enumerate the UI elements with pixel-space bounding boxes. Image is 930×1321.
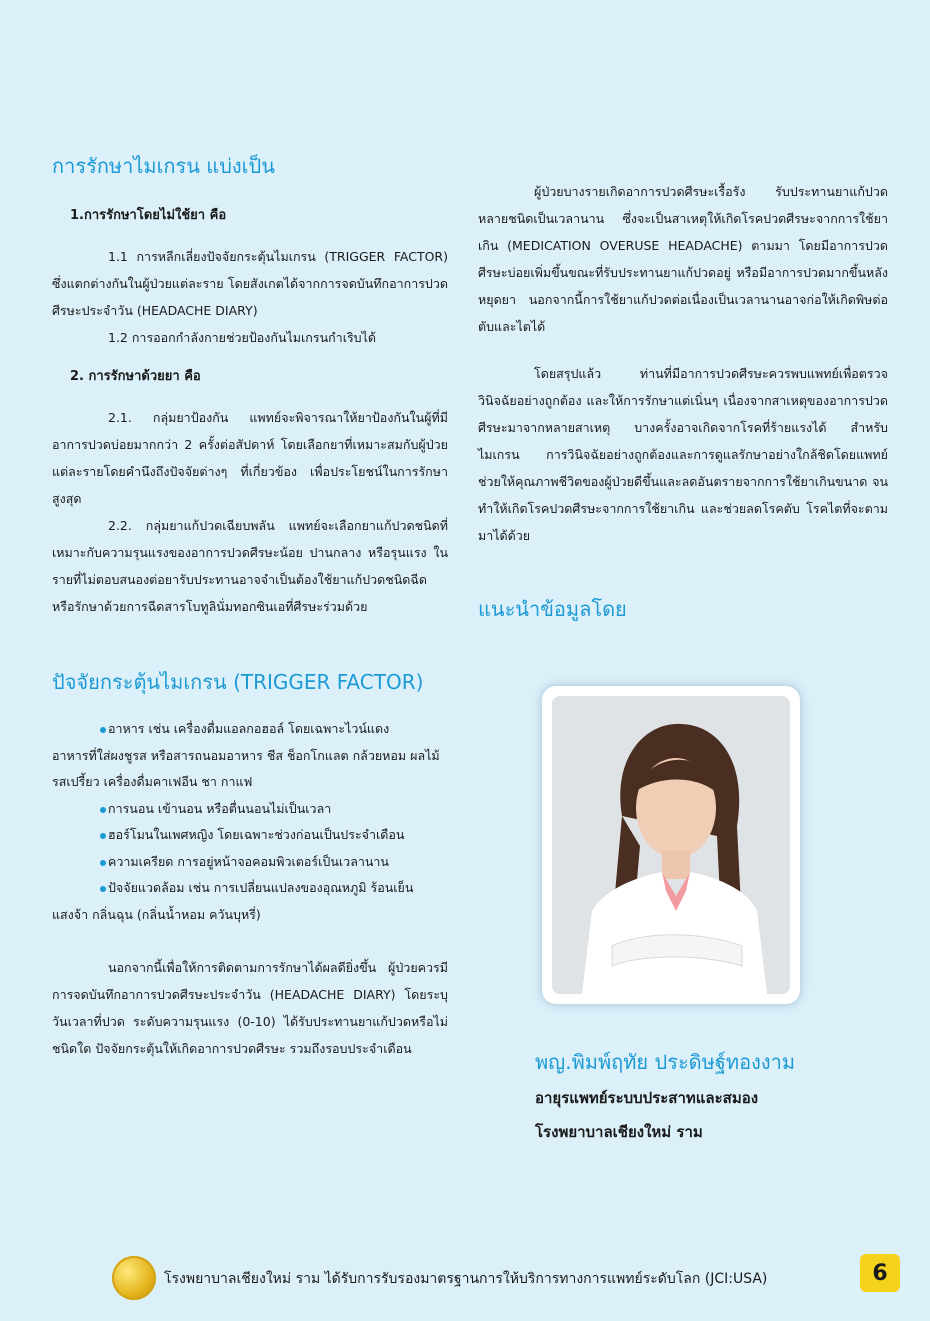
- non-drug-heading: 1.การรักษาโดยไม่ใช้ยา คือ: [70, 208, 227, 223]
- drug-item-1: 2.1. กลุ่มยาป้องกัน แพทย์จะพิจารณาให้ยาป้องกันในผู้ที่มีอาการปวดบ่อยมากกว่า 2 ครั้งต่อสัปดาห์ โดยเลือกยาที่เหมาะสมกับผู้ป่วยแต่ละรายโดยคำนึงถึงปัจจัยต่างๆ ที่เกี่ยวข้อง เพื่อประโยชน์ในการรักษาสูงสุด: [52, 410, 448, 506]
- doctor-photo-frame: [542, 686, 800, 1004]
- doctor-name: พญ.พิมพ์ฤทัย ประดิษฐ์ทองงาม: [535, 1050, 796, 1074]
- footer-text: โรงพยาบาลเชียงใหม่ ราม ได้รับการรับรองมาตรฐานการให้บริการทางการแพทย์ระดับโลก (JCI:USA): [164, 1271, 768, 1287]
- right-column: [478, 178, 888, 625]
- page-number: 6: [860, 1254, 900, 1292]
- footer: [112, 1254, 902, 1304]
- list-item: ฮอร์โมนในเพศหญิง โดยเฉพาะช่วงก่อนเป็นประจำเดือน: [52, 822, 448, 849]
- drug-item-2: 2.2. กลุ่มยาแก้ปวดเฉียบพลัน แพทย์จะเลือกยาแก้ปวดชนิดที่เหมาะกับความรุนแรงของอาการปวดศีรษะน้อย ปานกลาง หรือรุนแรง ในรายที่ไม่ตอบสนองต่อยารับประทานอาจจำเป็นต้องใช้ยาแก้ปวดชนิดฉีด หรือรักษาด้วยการฉีดสารโบทูลินั่มทอกซินเอที่ศีรษะร่วมด้วย: [52, 518, 448, 614]
- list-item-continuation: แสงจ้า กลิ่นฉุน (กลิ่นน้ำหอม ควันบุหรี่): [52, 906, 261, 922]
- trigger-title: ปัจจัยกระตุ้นไมเกรน (TRIGGER FACTOR): [52, 670, 424, 694]
- list-item: ความเครียด การอยู่หน้าจอคอมพิวเตอร์เป็นเวลานาน: [52, 849, 448, 876]
- left-column: [52, 150, 448, 1062]
- summary-paragraph: โดยสรุปแล้ว ท่านที่มีอาการปวดศีรษะควรพบแพทย์เพื่อตรวจวินิจฉัยอย่างถูกต้อง และให้การรักษาแต่เนิ่นๆ เนื่องจากสาเหตุของอาการปวดศีรษะมาจากหลายสาเหตุ บางครั้งอาจเกิดจากโรคที่ร้ายแรงได้ สำหรับไมเกรน การวินิจฉัยอย่างถูกต้องและการดูแลรักษาอย่างใกล้ชิดโดยแพทย์ช่วยให้คุณภาพชีวิตของผู้ป่วยดีขึ้นและลดอันตรายจากการใช้ยาเกินขนาด จนทำให้เกิดโรคปวดศีรษะจากการใช้ยาเกิน และช่วยลดโรคตับ โรคไตที่จะตามมาได้ด้วย: [478, 366, 888, 543]
- gold-medal-icon: [112, 1256, 156, 1300]
- doctor-photo: [552, 696, 790, 994]
- list-item-continuation: อาหารที่ใส่ผงชูรส หรือสารถนอมอาหาร ชีส ช็อกโกแลต กล้วยหอม ผลไม้รสเปรี้ยว เครื่องดื่มคาเฟอีน ชา กาแฟ: [52, 747, 440, 789]
- doctor-hospital: โรงพยาบาลเชียงใหม่ ราม: [535, 1123, 703, 1141]
- list-item: การนอน เข้านอน หรือตื่นนอนไม่เป็นเวลา: [52, 796, 448, 823]
- advice-title: แนะนำข้อมูลโดย: [478, 597, 627, 621]
- overuse-paragraph: ผู้ป่วยบางรายเกิดอาการปวดศีรษะเรื้อรัง รับประทานยาแก้ปวดหลายชนิดเป็นเวลานาน ซึ่งจะเป็นสาเหตุให้เกิดโรคปวดศีรษะจากการใช้ยาเกิน (MEDICATION OVERUSE HEADACHE) ตามมา โดยมีอาการปวดศีรษะบ่อยเพิ่มขึ้นขณะที่รับประทานยาแก้ปวดอยู่ หรือมีอาการปวดมากขึ้นหลังหยุดยา นอกจากนี้การใช้ยาแก้ปวดต่อเนื่องเป็นเวลานานอาจก่อให้เกิดพิษต่อตับและไตได้: [478, 184, 888, 334]
- non-drug-item-2: 1.2 การออกกำลังกายช่วยป้องกันไมเกรนกำเริบได้: [108, 330, 377, 345]
- drug-heading: 2. การรักษาด้วยยา คือ: [70, 369, 201, 384]
- list-item: ปัจจัยแวดล้อม เช่น การเปลี่ยนแปลงของอุณหภูมิ ร้อนเย็น: [52, 875, 448, 902]
- doctor-role: อายุรแพทย์ระบบประสาทและสมอง: [535, 1089, 759, 1107]
- list-item: อาหาร เช่น เครื่องดื่มแอลกอฮอล์ โดยเฉพาะไวน์แดง: [52, 716, 448, 743]
- treatment-title: การรักษาไมเกรน แบ่งเป็น: [52, 154, 275, 178]
- trigger-list: [52, 716, 448, 928]
- non-drug-item-1: 1.1 การหลีกเลี่ยงปัจจัยกระตุ้นไมเกรน (TRIGGER FACTOR) ซึ่งแตกต่างกันในผู้ป่วยแต่ละราย โดยสังเกตได้จากการจดบันทึกอาการปวดศีรษะประจำวัน (HEADACHE DIARY): [52, 249, 448, 318]
- diary-paragraph: นอกจากนี้เพื่อให้การติดตามการรักษาได้ผลดียิ่งขึ้น ผู้ป่วยควรมีการจดบันทึกอาการปวดศีรษะประจำวัน (HEADACHE DIARY) โดยระบุวันเวลาที่ปวด ระดับความรุนแรง (0-10) ได้รับประทานยาแก้ปวดหรือไม่ ชนิดใด ปัจจัยกระตุ้นให้เกิดอาการปวดศีรษะ รวมถึงรอบประจำเดือน: [52, 960, 448, 1056]
